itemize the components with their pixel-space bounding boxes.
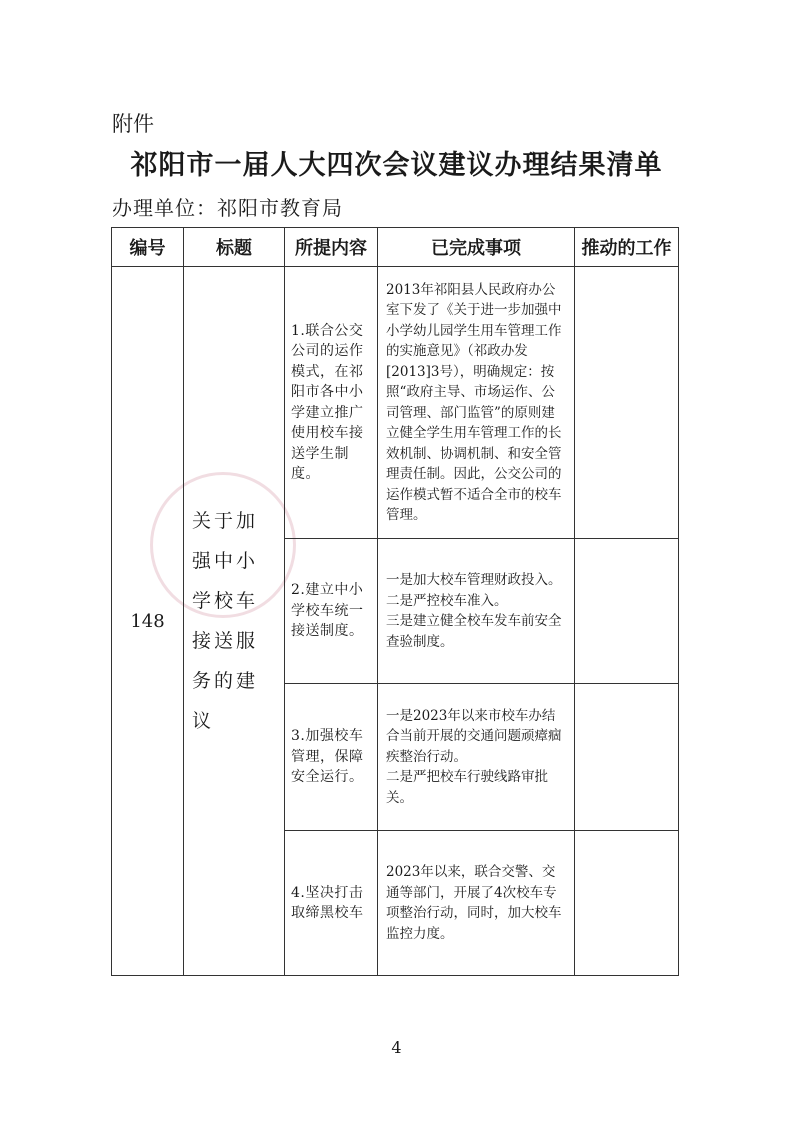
push-cell [575, 267, 679, 539]
push-cell [575, 684, 679, 831]
header-content: 所提内容 [285, 228, 378, 267]
header-number: 编号 [112, 228, 184, 267]
table-header-row [112, 228, 679, 267]
push-cell [575, 539, 679, 684]
handling-unit: 办理单位：祁阳市教育局 [112, 196, 343, 220]
results-table [111, 227, 679, 976]
attachment-label: 附件 [112, 112, 154, 136]
document-title: 祁阳市一届人大四次会议建议办理结果清单 [130, 150, 663, 181]
content-cell: 4.坚决打击取缔黑校车 [285, 831, 378, 976]
header-title: 标题 [184, 228, 285, 267]
done-cell: 2023年以来，联合交警、交通等部门，开展了4次校车专项整治行动，同时，加大校车监控力度。 [378, 831, 575, 976]
content-cell: 3.加强校车管理，保障安全运行。 [285, 684, 378, 831]
push-cell [575, 831, 679, 976]
table-row [112, 267, 679, 539]
done-cell: 一是加大校车管理财政投入。 二是严控校车准入。 三是建立健全校车发车前安全查验制度。 [378, 539, 575, 684]
done-cell: 2013年祁阳县人民政府办公室下发了《关于进一步加强中小学幼儿园学生用车管理工作的实施意见》（祁政办发[2013]3号），明确规定：按照“政府主导、市场运作、公司管理、部门监管”的原则建立健全学生用车管理工作的长效机制、协调机制、和安全管理责任制。因此，公交公司的运作模式暂不适合全市的校车管理。 [378, 267, 575, 539]
suggestion-title: 关于加强中小学校车接送服务的建议 [184, 267, 285, 976]
header-done: 已完成事项 [378, 228, 575, 267]
content-cell: 1.联合公交公司的运作模式，在祁阳市各中小学建立推广使用校车接送学生制度。 [285, 267, 378, 539]
done-cell: 一是2023年以来市校车办结合当前开展的交通问题顽瘴痼疾整治行动。 二是严把校车行驶线路审批关。 [378, 684, 575, 831]
suggestion-number: 148 [112, 267, 184, 976]
page-number: 4 [391, 1038, 402, 1057]
content-cell: 2.建立中小学校车统一接送制度。 [285, 539, 378, 684]
header-push: 推动的工作 [575, 228, 679, 267]
